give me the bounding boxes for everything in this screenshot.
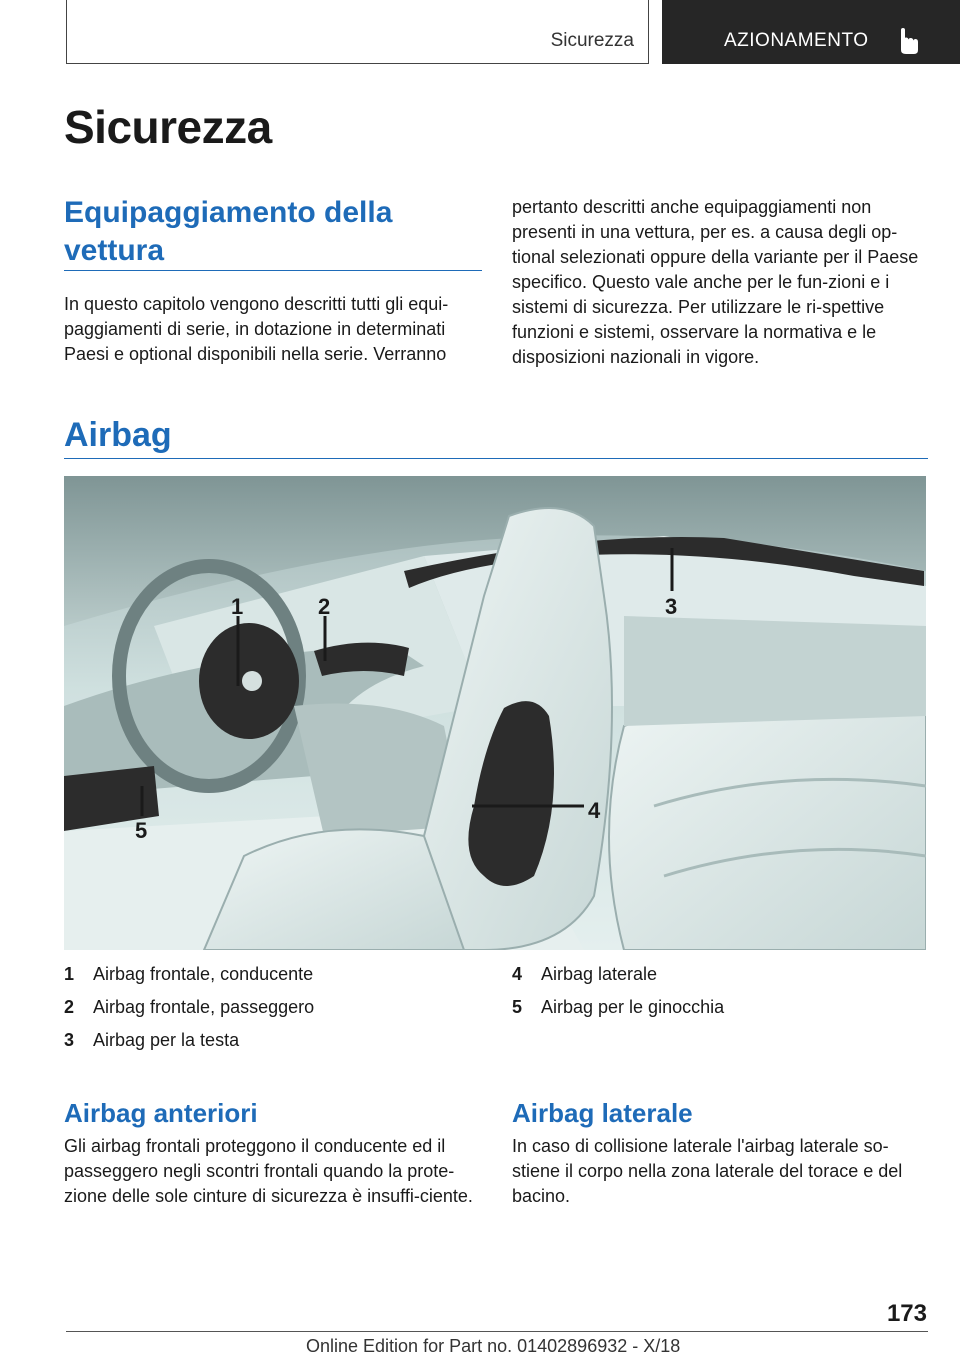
header-divider-right xyxy=(648,0,649,64)
legend-number: 1 xyxy=(64,964,75,984)
header-divider-left xyxy=(66,0,67,64)
figure-label-4: 4 xyxy=(588,798,601,823)
car-interior-drawing xyxy=(64,476,926,950)
legend-number: 5 xyxy=(512,997,523,1017)
equipment-text-left: In questo capitolo vengono descritti tutti gli equi-paggiamenti di serie, in dotazione in determinati Paesi e optional disponibili nella serie. Verranno xyxy=(64,294,449,364)
equipment-text-right: pertanto descritti anche equipaggiamenti non presenti in una vettura, per es. a causa degli op-tional selezionati oppure della variante per il Paese specifico. Questo vale anche per le fun-zioni e i sistemi di sicurezza. Per utilizzare le ri-spettive funzioni e sistemi, osservare la normativa e le disposizioni nazionali in vigore. xyxy=(512,197,919,367)
legend-label: Airbag frontale, passeggero xyxy=(93,997,315,1017)
chapter-tab[interactable] xyxy=(662,0,960,64)
pointing-hand-icon xyxy=(895,26,921,56)
page-title: Sicurezza xyxy=(64,101,272,153)
legend-number: 4 xyxy=(512,964,523,984)
front-airbags-heading: Airbag anteriori xyxy=(64,1098,258,1128)
airbag-heading: Airbag xyxy=(64,416,172,454)
figure-label-1: 1 xyxy=(231,594,244,619)
legend-item xyxy=(64,1028,484,1061)
legend-left xyxy=(64,962,484,1061)
footer-rule xyxy=(66,1331,928,1332)
figure-label-2: 2 xyxy=(318,594,331,619)
equipment-heading: Equipaggiamento della vettura xyxy=(64,196,393,267)
legend-label: Airbag frontale, conducente xyxy=(93,964,314,984)
legend-label: Airbag per la testa xyxy=(93,1030,240,1050)
legend-item xyxy=(512,995,932,1028)
legend-item xyxy=(512,962,932,995)
page-number: 173 xyxy=(886,1300,927,1327)
header-divider-bottom xyxy=(66,63,648,64)
airbag-heading-rule xyxy=(64,458,928,459)
legend-number: 2 xyxy=(64,997,75,1017)
airbag-illustration xyxy=(64,476,926,950)
legend-number: 3 xyxy=(64,1030,75,1050)
header-section-label: Sicurezza xyxy=(550,30,634,51)
side-airbag-text: In caso di collisione laterale l'airbag laterale so-stiene il corpo nella zona laterale del torace e del bacino. xyxy=(512,1136,903,1206)
equipment-heading-rule xyxy=(64,270,482,271)
legend-item xyxy=(64,995,484,1028)
figure-label-5: 5 xyxy=(135,818,148,843)
legend-item xyxy=(64,962,484,995)
footer-edition: Online Edition for Part no. 01402896932 - X/18 xyxy=(306,1336,681,1356)
legend-label: Airbag laterale xyxy=(541,964,658,984)
figure-label-3: 3 xyxy=(665,594,678,619)
front-airbags-text: Gli airbag frontali proteggono il conducente ed il passeggero negli scontri frontali quando la prote-zione delle sole cinture di sicurezza è insuffi-ciente. xyxy=(64,1136,473,1206)
side-airbag-heading: Airbag laterale xyxy=(512,1098,693,1128)
chapter-tab-label: AZIONAMENTO xyxy=(724,30,869,51)
legend-right xyxy=(512,962,932,1028)
legend-label: Airbag per le ginocchia xyxy=(541,997,725,1017)
